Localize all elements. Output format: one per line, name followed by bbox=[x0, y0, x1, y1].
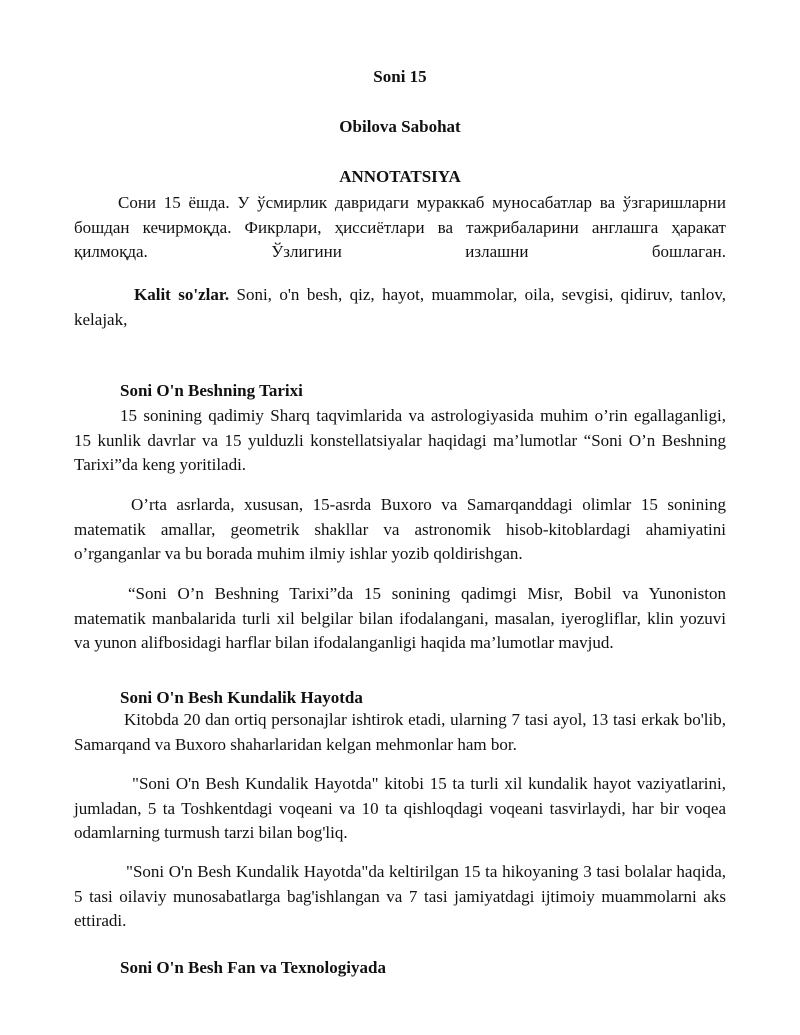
section-paragraph: "Soni O'n Besh Kundalik Hayotda" kitobi 15 ta turli xil kundalik hayot vaziyatlarini, jumladan, 5 ta Toshkentdagi voqeani va 10 ta qishloqdagi voqeani tasvirlaydi, har bir voqea odamlarning turmush tarzi bilan bog'liq. bbox=[74, 774, 726, 842]
keywords-text: Soni, o'n besh, qiz, hayot, muammolar, oila, sevgisi, qidiruv, tanlov, kelajak, bbox=[74, 285, 726, 329]
section-heading-daily-life: Soni O'n Besh Kundalik Hayotda bbox=[120, 688, 363, 707]
document-title: Soni 15 bbox=[373, 67, 427, 86]
keywords-label: Kalit so'zlar. bbox=[134, 285, 230, 304]
section-heading-science: Soni O'n Besh Fan va Texnologiyada bbox=[120, 958, 386, 977]
section-paragraph: “Soni O’n Beshning Tarixi”da 15 sonining qadimgi Misr, Bobil va Yunoniston matematik manbalarida turli xil belgilar bilan ifodalangani, masalan, iyerogliflar, klin yozuvi va yunon alifbosidagi harflar bilan ifodalanganligi haqida ma’lumotlar mavjud. bbox=[74, 584, 726, 652]
annotation-text: Сони 15 ёшда. У ўсмирлик давридаги мураккаб муносабатлар ва ўзгаришларни бошдан кечирмоқда. Фикрлари, ҳиссиётлари ва тажрибаларини англашга ҳаракат қилмоқда. Ўзлигини излашни бошлаган. bbox=[74, 193, 726, 261]
keywords-paragraph bbox=[74, 283, 726, 332]
annotation-heading: ANNOTATSIYA bbox=[339, 167, 461, 186]
section-heading-history: Soni O'n Beshning Tarixi bbox=[120, 381, 303, 400]
section-paragraph: Kitobda 20 dan ortiq personajlar ishtirok etadi, ularning 7 tasi ayol, 13 tasi erkak bo'lib, Samarqand va Buxoro shaharlaridan kelgan mehmonlar ham bor. bbox=[74, 710, 726, 754]
section-paragraph: 15 sonining qadimiy Sharq taqvimlarida va astrologiyasida muhim o’rin egallaganligi, 15 kunlik davrlar va 15 yulduzli konstellatsiyalar haqidagi ma’lumotlar “Soni O’n Beshning Tarixi”da keng yoritiladi. bbox=[74, 406, 726, 474]
section-paragraph: "Soni O'n Besh Kundalik Hayotda"da keltirilgan 15 ta hikoyaning 3 tasi bolalar haqida, 5 tasi oilaviy munosabatlarga bag'ishlangan va 7 tasi jamiyatdagi ijtimoiy muammolarni aks ettiradi. bbox=[74, 862, 726, 930]
section-paragraph: O’rta asrlarda, xususan, 15-asrda Buxoro va Samarqanddagi olimlar 15 sonining matematik amallar, geometrik shakllar va astronomik hisob-kitoblardagi ahamiyatini o’rganganlar va bu borada muhim ilmiy ishlar yozib qoldirishgan. bbox=[74, 495, 726, 563]
author-name: Obilova Sabohat bbox=[339, 117, 461, 136]
